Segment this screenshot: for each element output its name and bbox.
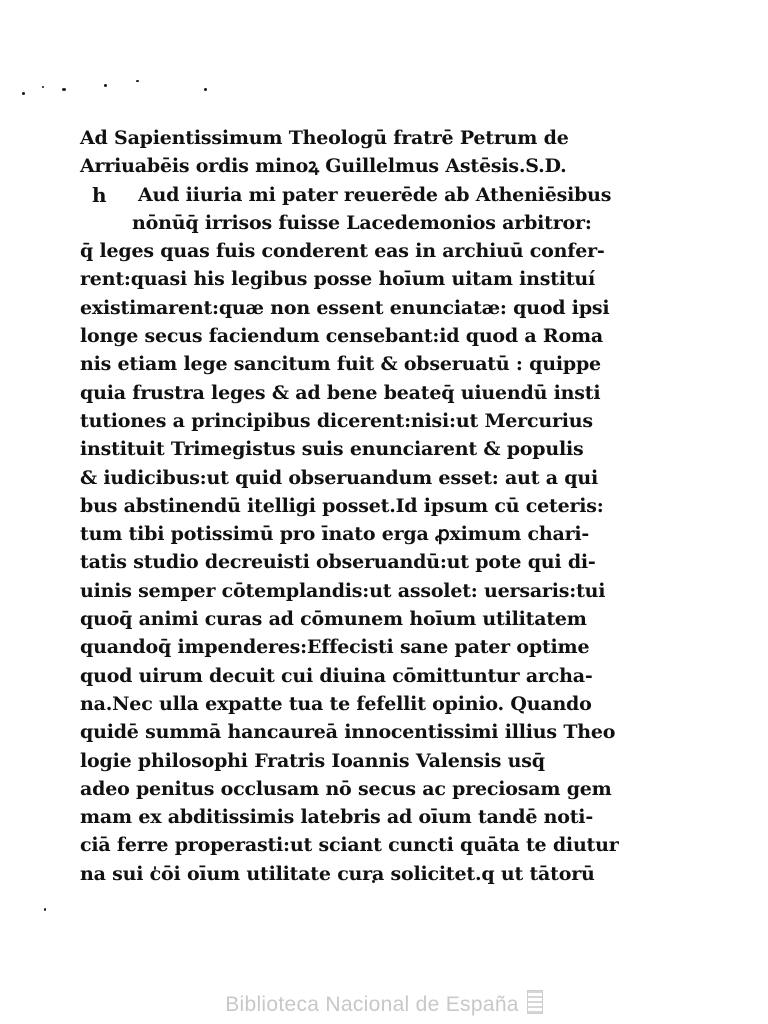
text-line-content: Aud iiuria mi pater reuerēde ab Atheniēsibus (138, 183, 612, 206)
text-line: quia frustra leges & ad bene beateq̄ uiuendū insti (80, 381, 601, 404)
text-line: q̄ leges quas fuis conderent eas in archiuū confer‑ (80, 240, 605, 263)
text-line: quoq̄ animi curas ad cōmunem hoīum utilitatem (80, 608, 587, 631)
text-line: longe secus faciendum censebant:id quod a Roma (80, 325, 604, 348)
text-line: nis etiam lege sancitum fuit & obseruatū : quippe (80, 353, 601, 376)
printed-text-block (80, 124, 640, 888)
text-line: quod uirum decuit cui diuina cōmittuntur archa‑ (80, 664, 593, 687)
scan-speck (204, 88, 207, 91)
scan-speck (22, 92, 25, 95)
text-line: Arriuabēis ordis minoꝝ Guillelmus Astēsis.S.D. (80, 155, 567, 178)
text-line: quandoq̄ impenderes:Effecisti sane pater optime (80, 636, 590, 659)
scan-speck (136, 80, 139, 82)
text-line: existimarent:quæ non essent enunciatæ: quod ipsi (80, 296, 610, 319)
text-line: rent:quasi his legibus posse hoīum uitam instituí (80, 268, 596, 291)
library-watermark (0, 990, 768, 1017)
text-line (80, 181, 640, 209)
text-line: logie philosophi Fratris Ioannis Valensis usq̄ (80, 749, 545, 772)
text-line: adeo penitus occlusam nō secus ac preciosam gem (80, 777, 612, 800)
text-line: tatis studio decreuisti obseruandū:ut pote qui di‑ (80, 551, 596, 574)
text-line: na sui cōi oīum utilitate cura solicitet.q ut tātorū (80, 862, 595, 885)
text-line: Ad Sapientissimum Theologū fratrē Petrum de (80, 127, 569, 149)
text-line: na.Nec ulla expatte tua te fefellit opinio. Quando (80, 692, 592, 715)
text-line: mam ex abditissimis latebris ad oīum tandē noti‑ (80, 806, 594, 829)
guide-letter: h (92, 182, 107, 207)
text-line: instituit Trimegistus suis enunciarent & populis (80, 438, 584, 461)
scan-speck (62, 88, 66, 91)
text-line: ciā ferre properasti:ut sciant cuncti quāta te diutur (80, 834, 619, 857)
text-line: & iudicibus:ut quid obseruandum esset: aut a qui (80, 466, 598, 489)
text-line: quidē summā hancaureā innocentissimi illius Theo (80, 721, 616, 744)
text-line: tutiones a principibus dicerent:nisi:ut Mercurius (80, 409, 593, 432)
text-line: uinis semper cōtemplandis:ut assolet: uersaris:tui (80, 579, 606, 602)
text-line: bus abstinendū itelligi posset.Id ipsum cū ceteris: (80, 494, 604, 517)
watermark-text: Biblioteca Nacional de España (225, 993, 519, 1016)
text-line: nōnūq̄ irrisos fuisse Lacedemonios arbitror: (132, 211, 592, 234)
library-logo-icon (527, 990, 543, 1014)
text-line: tum tibi potissimū pro īnato erga ꝓximum chari‑ (80, 523, 590, 546)
scan-speck (44, 908, 46, 911)
scan-speck (104, 84, 107, 87)
scan-speck (42, 86, 44, 88)
